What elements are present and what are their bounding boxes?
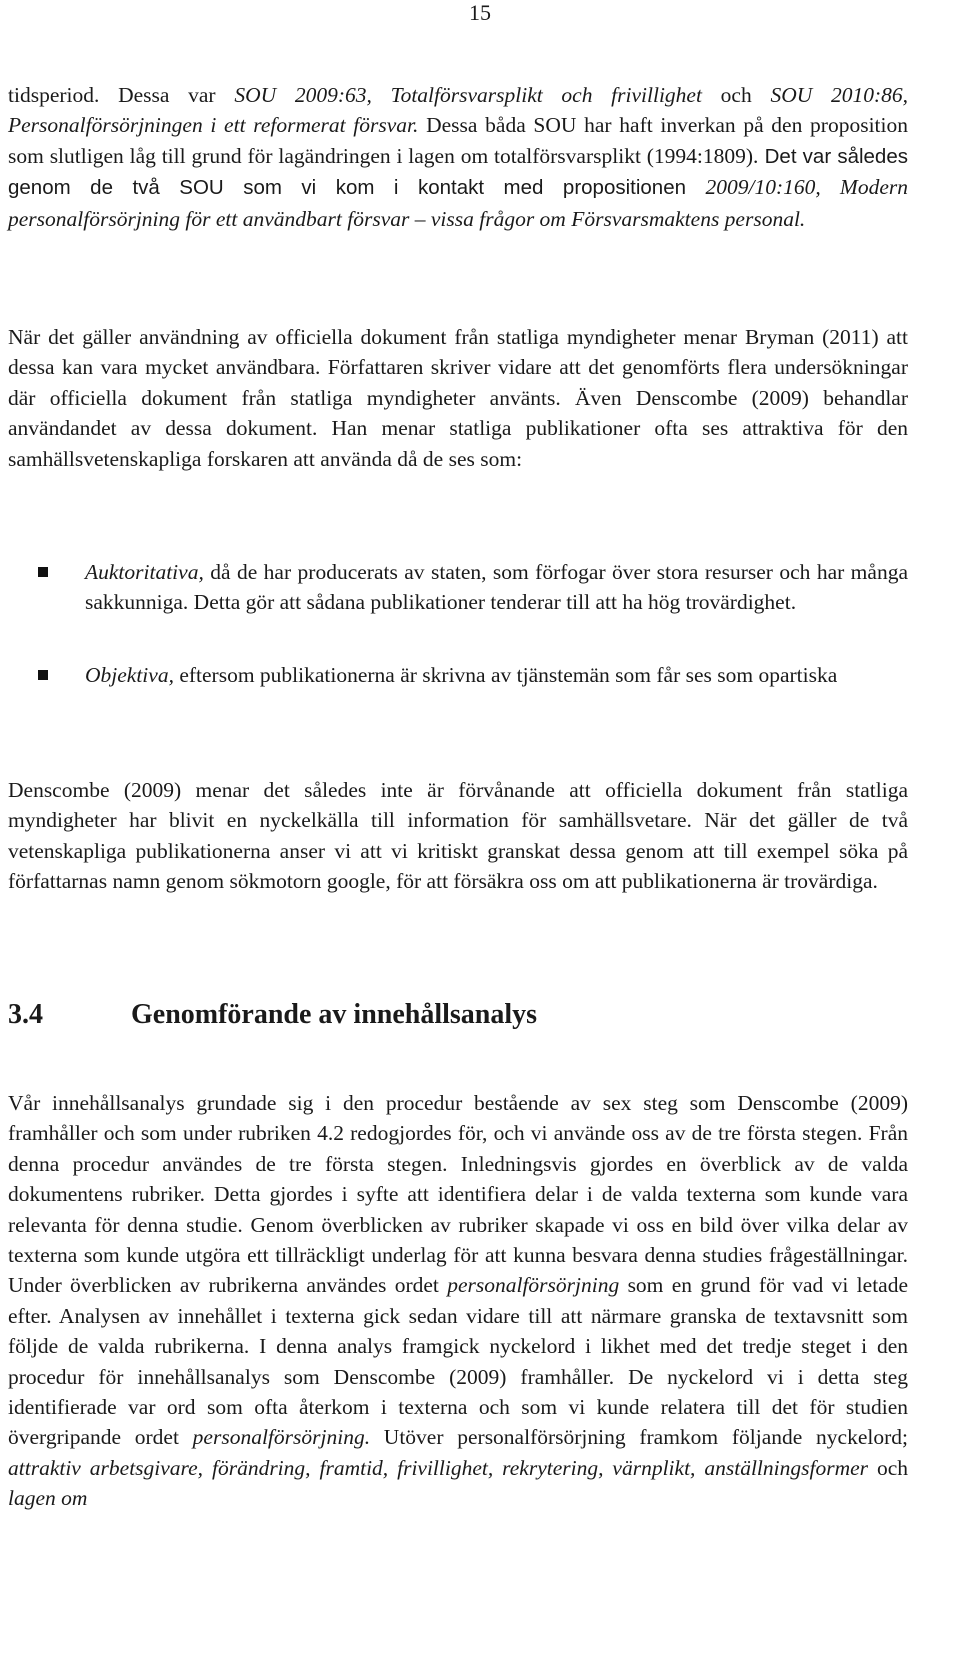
page-number: 15 bbox=[469, 0, 491, 25]
list-item-term: Objektiva, bbox=[85, 663, 174, 687]
paragraph-content-analysis bbox=[8, 1088, 908, 1514]
paragraph-official-documents: När det gäller användning av officiella dokument från statliga myndigheter menar Bryman (2011) att dessa kan vara mycket användbara. Författaren skriver vidare att det genomförts flera undersökningar där officiella dokument från statliga myndigheter använts. Även Denscombe (2009) behandlar användandet av dessa dokument. Han menar statliga publikationer ofta ses attraktiva för den samhällsvetenskapliga forskaren att använda då de ses som: bbox=[8, 325, 908, 471]
list-item-body: då de har producerats av staten, som förfogar över stora resurser och har många sakkunniga. Detta gör att sådana publikationer tenderar till att ha hög trovärdighet. bbox=[85, 560, 908, 615]
section-title: Genomförande av innehållsanalys bbox=[131, 999, 538, 1030]
section-number: 3.4 bbox=[8, 999, 43, 1030]
keyword-list: attraktiv arbetsgivare, förändring, framtid, frivillighet, rekrytering, värnplikt, anställningsformer bbox=[8, 1455, 869, 1480]
text-run-sans: Det var således genom de två SOU som vi kom i kontakt med propositionen bbox=[8, 144, 908, 200]
list-item-body: eftersom publikationerna är skrivna av tjänstemän som får ses som opartiska bbox=[173, 663, 838, 687]
list-item-text bbox=[85, 660, 837, 690]
square-bullet-icon bbox=[38, 660, 85, 690]
list-item bbox=[38, 557, 908, 618]
text-run: Dessa båda SOU har haft inverkan på den proposition som slutligen låg till grund för lagändringen i lagen om totalförsvarsplikt (1994:1809). bbox=[8, 113, 908, 168]
list-item-term: Auktoritativa, bbox=[85, 560, 204, 584]
list-item-text bbox=[85, 557, 908, 618]
text-run: Vår innehållsanalys grundade sig i den procedur bestående av sex steg som Denscombe (2009) framhåller och som under rubriken 4.2 redogjordes för, och vi använde oss av de tre första stegen. Från denna procedur användes de tre första stegen. Inledningsvis gjordes en överblick av de valda dokumentens rubriker. Detta gjordes i syfte att identifiera delar i de valda texterna som kunde vara relevanta för denna studie. Genom överblicken av rubriker skapade vi oss en bild över vilka delar av texterna som kunde utgöra ett tillräckligt underlag för att kunna besvara denna studies frågeställningar. Under överblicken av rubrikerna användes ordet bbox=[8, 1091, 908, 1298]
list-item bbox=[38, 660, 908, 690]
keyword-personalforsorjning: personalförsörjning bbox=[447, 1273, 620, 1298]
section-heading bbox=[8, 998, 537, 1032]
citation-sou-2010: SOU 2010:86, Personalförsörjningen i ett reformerat försvar. bbox=[8, 83, 908, 138]
citation-proposition: 2009/10:160, Modern personalförsörjning för ett användbart försvar – vissa frågor om Försvarsmaktens personal. bbox=[8, 175, 908, 231]
paragraph-intro bbox=[8, 80, 908, 234]
paragraph-denscombe: Denscombe (2009) menar det således inte är förvånande att officiella dokument från statliga myndigheter har blivit en nyckelkälla till information för samhällsvetare. När det gäller de två vetenskapliga publikationerna anser vi att vi kritiskt granskat dessa genom att till exempel söka på författarnas namn genom sökmotorn google, för att försäkra oss om att publikationerna är trovärdiga. bbox=[8, 778, 908, 894]
text-run: tidsperiod. Dessa var bbox=[8, 83, 235, 107]
text-run: som en grund för vad vi letade efter. Analysen av innehållet i texterna gick sedan vidare till att närmare granska de textavsnitt som följde de valda rubrikerna. I denna analys framgick nyckelord i likhet med det tredje steget i den procedur för innehållsanalys som Denscombe (2009) framhåller. De nyckelord vi i detta steg identifierade var ord som ofta återkom i texterna och som vi kunde relatera till det för studien övergripande ordet bbox=[8, 1273, 909, 1450]
keyword-personalforsorjning: personalförsörjning. bbox=[192, 1425, 371, 1450]
text-run: och bbox=[868, 1455, 908, 1480]
text-run: och bbox=[701, 83, 771, 107]
keyword-lagen-om: lagen om bbox=[8, 1486, 88, 1511]
text-run: Utöver personalförsörjning framkom följande nyckelord; bbox=[370, 1425, 908, 1450]
citation-sou-2009: SOU 2009:63, Totalförsvarsplikt och frivillighet bbox=[234, 83, 702, 107]
square-bullet-icon bbox=[38, 557, 85, 618]
